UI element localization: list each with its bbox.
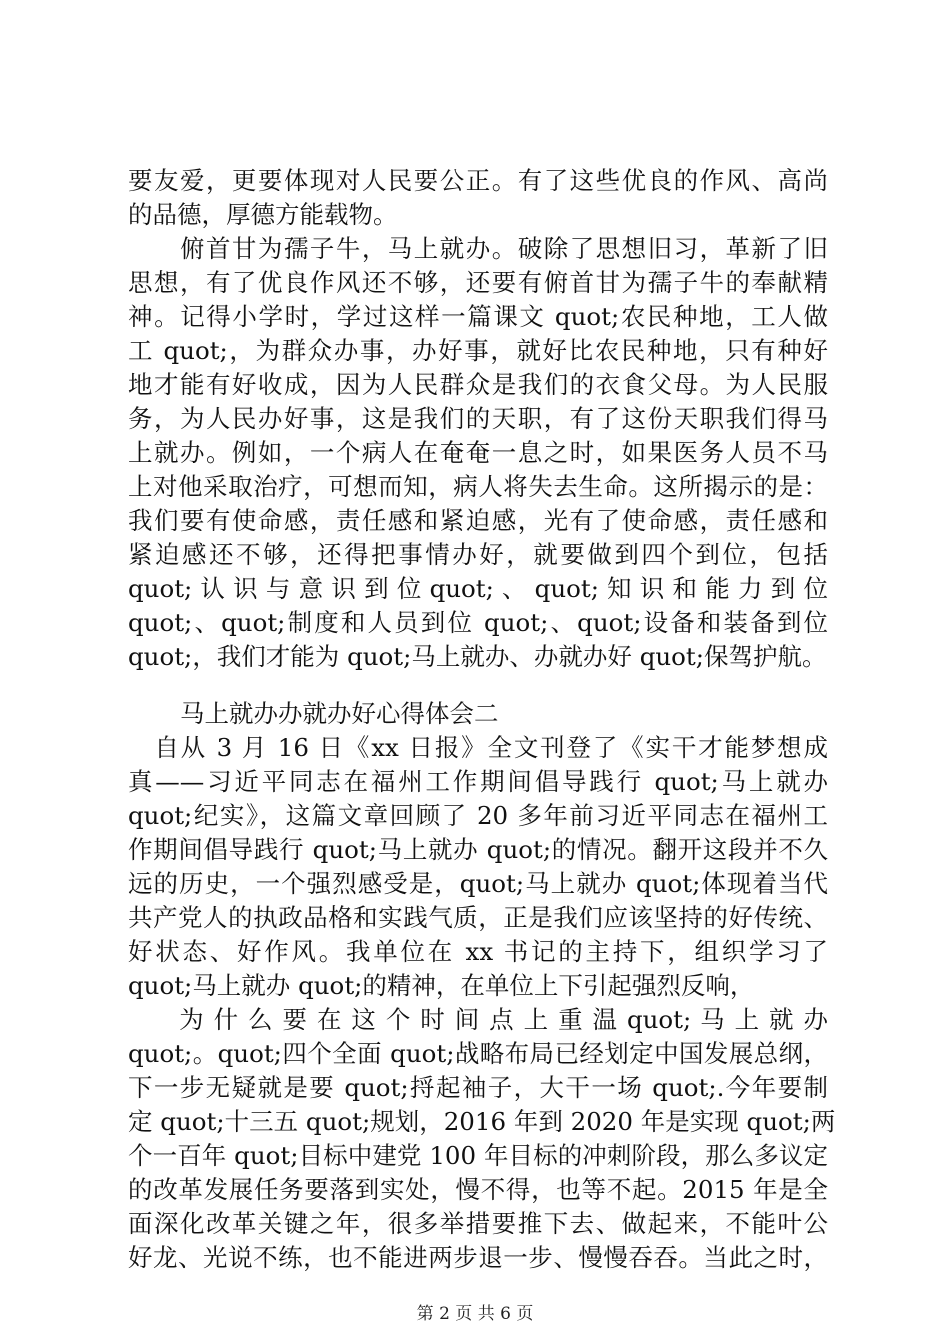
text-line: 面深化改革关键之年，很多举措要推下去、做起来，不能叶公 <box>128 1209 828 1238</box>
text-line: 共产党人的执政品格和实践气质，正是我们应该坚持的好传统、 <box>128 903 828 932</box>
text-line: quot;，我们才能为 quot;马上就办、办就办好 quot;保驾护航。 <box>128 642 827 671</box>
text-line: 神。记得小学时，学过这样一篇课文 quot;农民种地，工人做 <box>128 302 828 331</box>
text-line: 俯首甘为孺子牛，马上就办。破除了思想旧习，革新了旧 <box>128 234 828 263</box>
text-line: 远的历史，一个强烈感受是，quot;马上就办 quot;体现着当代 <box>128 869 828 898</box>
text-line: 好状态、好作风。我单位在 xx 书记的主持下，组织学习了 <box>128 937 828 966</box>
text-line: quot; 认 识 与 意 识 到 位 quot; 、 quot; 知 识 和 能 力 到 位 <box>128 574 828 603</box>
text-line: 真——习近平同志在福州工作期间倡导践行 quot;马上就办 <box>128 767 828 796</box>
text-line: 要友爱，更要体现对人民要公正。有了这些优良的作风、高尚 <box>128 166 828 195</box>
text-line: 为 什 么 要 在 这 个 时 间 点 上 重 温 quot; 马 上 就 办 <box>128 1005 828 1034</box>
text-line: 的改革发展任务要落到实处，慢不得，也等不起。2015 年是全 <box>128 1175 828 1204</box>
text-line: 下一步无疑就是要 quot;捋起袖子，大干一场 quot;.今年要制 <box>128 1073 828 1102</box>
text-line: 上就办。例如，一个病人在奄奄一息之时，如果医务人员不马 <box>128 438 828 467</box>
text-line: 自从 3 月 16 日《xx 日报》全文刊登了《实干才能梦想成 <box>128 733 828 762</box>
text-line: 地才能有好收成，因为人民群众是我们的衣食父母。为人民服 <box>128 370 828 399</box>
text-line: 我们要有使命感，责任感和紧迫感，光有了使命感，责任感和 <box>128 506 828 535</box>
text-line: 紧迫感还不够，还得把事情办好，就要做到四个到位，包括 <box>128 540 828 569</box>
text-line: quot;。quot;四个全面 quot;战略布局已经划定中国发展总纲， <box>128 1039 828 1068</box>
text-line: 定 quot;十三五 quot;规划，2016 年到 2020 年是实现 quot;两 <box>128 1107 836 1136</box>
text-line: 上对他采取治疗，可想而知，病人将失去生命。这所揭示的是： <box>128 472 828 501</box>
section-heading: 马上就办办就办好心得体会二 <box>180 699 499 728</box>
page-footer: 第 2 页 共 6 页 <box>416 1304 534 1324</box>
text-line: quot;马上就办 quot;的精神，在单位上下引起强烈反响， <box>128 971 755 1000</box>
text-line: quot;、quot;制度和人员到位 quot;、quot;设备和装备到位 <box>128 608 828 637</box>
text-line: 作期间倡导践行 quot;马上就办 quot;的情况。翻开这段并不久 <box>128 835 828 864</box>
text-line: 工 quot;，为群众办事，办好事，就好比农民种地，只有种好 <box>128 336 828 365</box>
text-line: 的品德，厚德方能载物。 <box>128 200 398 229</box>
text-line: 个一百年 quot;目标中建党 100 年目标的冲刺阶段，那么多议定 <box>128 1141 828 1170</box>
text-line: quot;纪实》，这篇文章回顾了 20 多年前习近平同志在福州工 <box>128 801 828 830</box>
text-line: 务，为人民办好事，这是我们的天职，有了这份天职我们得马 <box>128 404 828 433</box>
text-line: 思想，有了优良作风还不够，还要有俯首甘为孺子牛的奉献精 <box>128 268 828 297</box>
text-line: 好龙、光说不练，也不能进两步退一步、慢慢吞吞。当此之时， <box>128 1243 828 1272</box>
